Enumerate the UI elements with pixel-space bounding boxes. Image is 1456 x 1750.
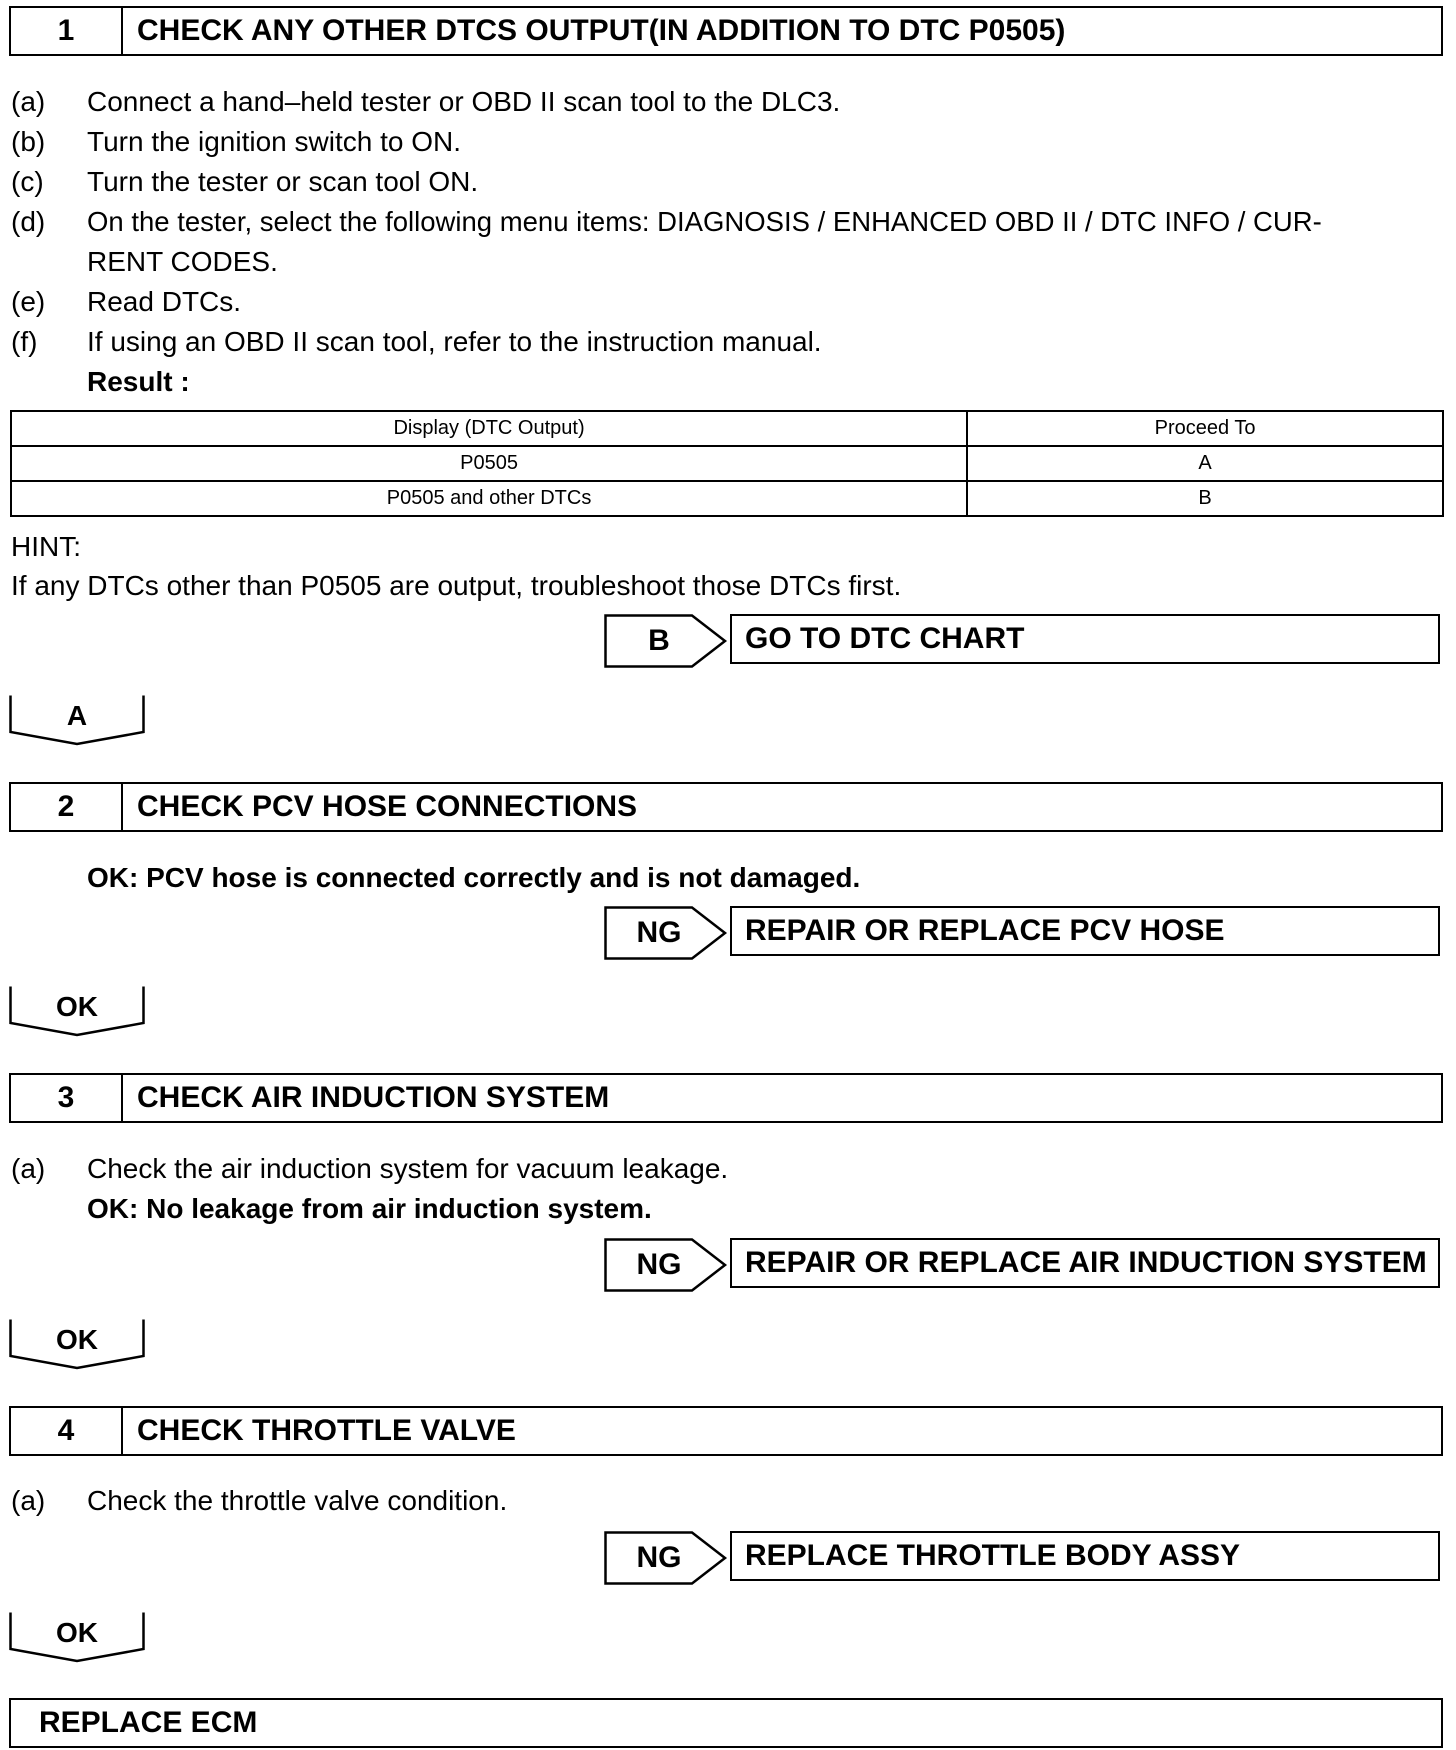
item-text: Connect a hand–held tester or OBD II scan tool to the DLC3. (87, 86, 841, 117)
table-row (11, 446, 1443, 481)
proceed-code: A (66, 700, 88, 731)
branch-action: REPAIR OR REPLACE AIR INDUCTION SYSTEM (730, 1238, 1440, 1288)
step-title: CHECK ANY OTHER DTCS OUTPUT(IN ADDITION TO DTC P0505) (137, 14, 1066, 47)
result-label: Result : (87, 366, 190, 397)
step-title: CHECK THROTTLE VALVE (137, 1414, 516, 1447)
item-label: (e) (11, 286, 46, 317)
item-label: (a) (11, 86, 46, 117)
result-table (10, 410, 1444, 517)
proceed-ok (9, 1318, 145, 1370)
branch-code: NG (636, 1541, 682, 1574)
item-text: Turn the ignition switch to ON. (87, 126, 462, 157)
proceed-code: OK (56, 1617, 98, 1648)
branch-action: REPLACE THROTTLE BODY ASSY (730, 1531, 1440, 1581)
final-action-title: REPLACE ECM (39, 1706, 258, 1739)
step-title: CHECK PCV HOSE CONNECTIONS (137, 790, 638, 823)
table-cell: P0505 and other DTCs (11, 481, 967, 516)
item-label: (d) (11, 206, 46, 237)
step-3-header (9, 1073, 1443, 1123)
step-number: 2 (11, 784, 123, 830)
item-text: Check the throttle valve condition. (87, 1485, 508, 1516)
branch-code: NG (636, 916, 682, 949)
proceed-ok (9, 985, 145, 1037)
step-2-header (9, 782, 1443, 832)
item-label: (c) (11, 166, 44, 197)
step-title: CHECK AIR INDUCTION SYSTEM (137, 1081, 610, 1114)
hint-label: HINT: (11, 531, 81, 562)
proceed-ok (9, 1611, 145, 1663)
final-action-box (9, 1698, 1443, 1748)
proceed-a (9, 694, 145, 746)
item-text: Turn the tester or scan tool ON. (87, 166, 479, 197)
item-label: (a) (11, 1485, 46, 1516)
item-text: If using an OBD II scan tool, refer to the instruction manual. (87, 326, 822, 357)
step-1-header (9, 6, 1443, 56)
step-number: 3 (11, 1075, 123, 1121)
item-label: (a) (11, 1153, 46, 1184)
branch-code: B (648, 624, 670, 657)
table-cell: P0505 (11, 446, 967, 481)
proceed-code: OK (56, 991, 98, 1022)
item-text: On the tester, select the following menu items: DIAGNOSIS / ENHANCED OBD II / DTC INFO / CUR- (87, 206, 1322, 237)
table-row (11, 481, 1443, 516)
column-header: Display (DTC Output) (11, 411, 967, 446)
step-number: 4 (11, 1408, 123, 1454)
table-cell: B (967, 481, 1443, 516)
ok-criteria: OK: No leakage from air induction system. (87, 1193, 652, 1224)
table-cell: A (967, 446, 1443, 481)
step-number: 1 (11, 8, 123, 54)
branch-code: NG (636, 1248, 682, 1281)
step-4-header (9, 1406, 1443, 1456)
item-text: Read DTCs. (87, 286, 242, 317)
table-header-row (11, 411, 1443, 446)
item-text-continued: RENT CODES. (87, 246, 278, 277)
item-label: (b) (11, 126, 46, 157)
proceed-code: OK (56, 1324, 98, 1355)
item-label: (f) (11, 326, 38, 357)
branch-action: GO TO DTC CHART (730, 614, 1440, 664)
hint-text: If any DTCs other than P0505 are output, troubleshoot those DTCs first. (11, 570, 902, 601)
item-text: Check the air induction system for vacuum leakage. (87, 1153, 729, 1184)
column-header: Proceed To (967, 411, 1443, 446)
branch-action: REPAIR OR REPLACE PCV HOSE (730, 906, 1440, 956)
ok-criteria: OK: PCV hose is connected correctly and is not damaged. (87, 862, 861, 893)
